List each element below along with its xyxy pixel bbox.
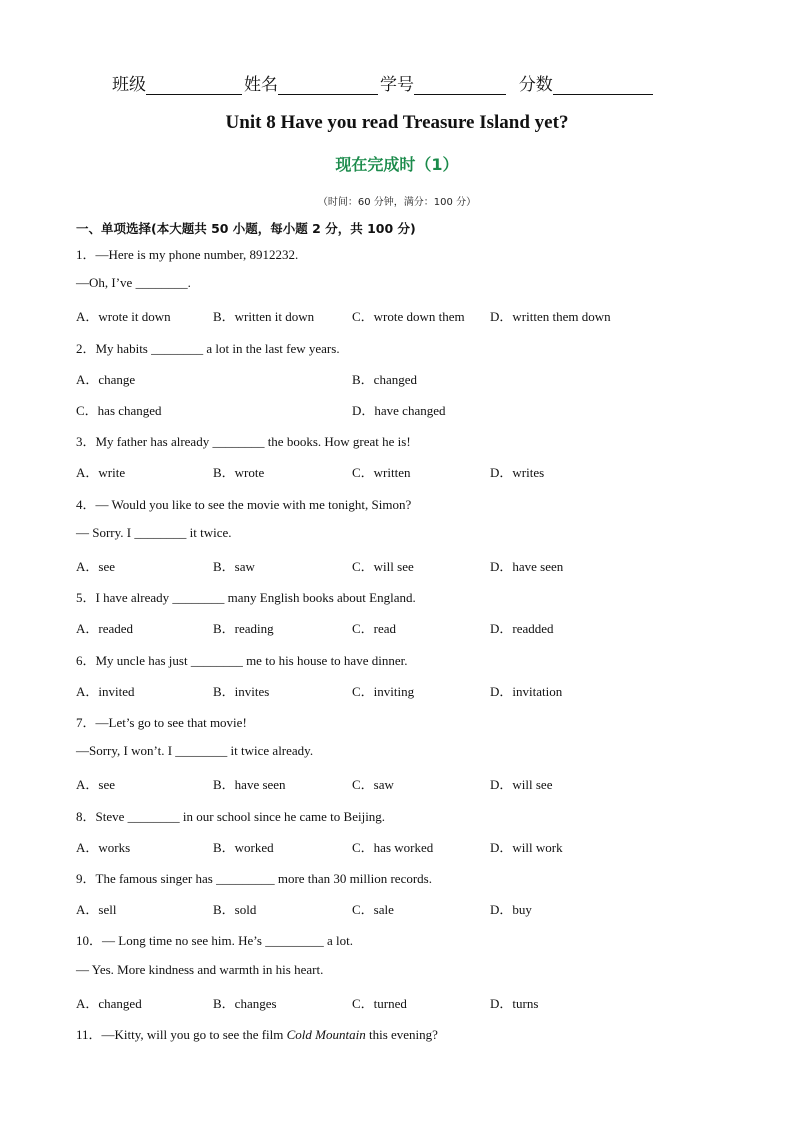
score-blank [553, 77, 653, 95]
question-1-option[interactable]: A．wrote it down [76, 309, 171, 325]
question-8-option[interactable]: B．worked [213, 839, 274, 855]
question-6-option[interactable]: C．inviting [352, 683, 415, 699]
question-10-stem-line: 10．— Long time no see him. He’s _________ a lot. [76, 933, 353, 949]
question-11-line: 11．—Kitty, will you go to see the film Cold Mountain this evening? [76, 1027, 438, 1042]
question-3-option[interactable]: B．wrote [213, 465, 265, 481]
question-7-stem-line: —Sorry, I won’t. I ________ it twice already. [76, 743, 314, 759]
question-3-option[interactable]: C．written [352, 465, 411, 481]
question-1-option[interactable]: D．written them down [490, 309, 611, 325]
question-7-option[interactable]: C．saw [352, 777, 394, 793]
question-5-option[interactable]: C．read [352, 621, 397, 637]
question-8-stem-line: 8．Steve ________ in our school since he came to Beijing. [76, 808, 386, 824]
question-9-option[interactable]: D．buy [490, 902, 532, 918]
section-heading: 一、单项选择(本大题共 50 小题，每小题 2 分，共 100 分) [76, 221, 416, 236]
question-4-stem-line: — Sorry. I ________ it twice. [76, 524, 232, 540]
question-1-stem-line: —Oh, I’ve ________. [76, 275, 191, 291]
question-10-option[interactable]: C．turned [352, 995, 407, 1011]
question-6-stem-line: 6．My uncle has just ________ me to his house to have dinner. [76, 652, 408, 668]
question-3-option[interactable]: A．write [76, 465, 126, 481]
question-7-stem-line: 7．—Let’s go to see that movie! [76, 715, 247, 730]
question-4-option[interactable]: A．see [76, 559, 115, 574]
question-9-stem-line: 9．The famous singer has _________ more than 30 million records. [76, 871, 432, 886]
question-1-option[interactable]: C．wrote down them [352, 309, 465, 325]
question-4-stem-line: 4．— Would you like to see the movie with me tonight, Simon? [76, 496, 412, 512]
question-2-option[interactable]: A．change [76, 371, 136, 387]
number-label: 学号 [380, 75, 414, 95]
question-2-option[interactable]: B．changed [352, 371, 417, 387]
question-7-option[interactable]: D．will see [490, 777, 553, 793]
question-5-stem-line: 5．I have already ________ many English books about England. [76, 590, 416, 606]
question-9-option[interactable]: B．sold [213, 902, 257, 918]
question-4-option[interactable]: B．saw [213, 559, 255, 574]
film-title: Cold Mountain [286, 1027, 366, 1042]
question-2-option[interactable]: C．has changed [76, 403, 162, 418]
question-10-stem-line: — Yes. More kindness and warmth in his heart. [76, 961, 324, 977]
question-9-option[interactable]: A．sell [76, 902, 117, 918]
question-8-option[interactable]: C．has worked [352, 839, 434, 855]
question-7-option[interactable]: A．see [76, 777, 115, 793]
question-6-option[interactable]: D．invitation [490, 683, 563, 699]
question-6-option[interactable]: A．invited [76, 683, 135, 699]
question-10-option[interactable]: B．changes [213, 995, 277, 1011]
question-7-option[interactable]: B．have seen [213, 777, 286, 793]
score-label: 分数 [518, 75, 553, 95]
name-label: 姓名 [244, 75, 278, 95]
question-1-stem-line: 1．—Here is my phone number, 8912232. [76, 247, 299, 262]
question-10-option[interactable]: A．changed [76, 995, 142, 1011]
page-title: Unit 8 Have you read Treasure Island yet? [225, 112, 569, 133]
question-9-option[interactable]: C．sale [352, 902, 394, 918]
name-blank [278, 77, 378, 95]
class-blank [146, 77, 242, 95]
question-6-option[interactable]: B．invites [213, 683, 270, 699]
question-3-option[interactable]: D．writes [490, 465, 545, 481]
question-2-option[interactable]: D．have changed [352, 403, 446, 418]
question-10-option[interactable]: D．turns [490, 995, 539, 1011]
number-blank [414, 77, 506, 95]
exam-meta: （时间：60 分钟，满分：100 分） [317, 197, 477, 208]
question-5-option[interactable]: A．readed [76, 621, 134, 637]
question-5-option[interactable]: D．readded [490, 621, 554, 637]
page-subtitle: 现在完成时（1） [335, 155, 459, 174]
question-3-stem-line: 3．My father has already ________ the books. How great he is! [76, 434, 411, 450]
student-info-header [112, 70, 655, 95]
question-4-option[interactable]: C．will see [352, 559, 414, 574]
question-4-option[interactable]: D．have seen [490, 559, 564, 574]
question-5-option[interactable]: B．reading [213, 621, 274, 637]
class-label: 班级 [112, 75, 146, 95]
question-8-option[interactable]: D．will work [490, 839, 563, 855]
question-1-option[interactable]: B．written it down [213, 309, 315, 325]
question-8-option[interactable]: A．works [76, 839, 131, 855]
question-2-stem-line: 2．My habits ________ a lot in the last few years. [76, 340, 340, 356]
